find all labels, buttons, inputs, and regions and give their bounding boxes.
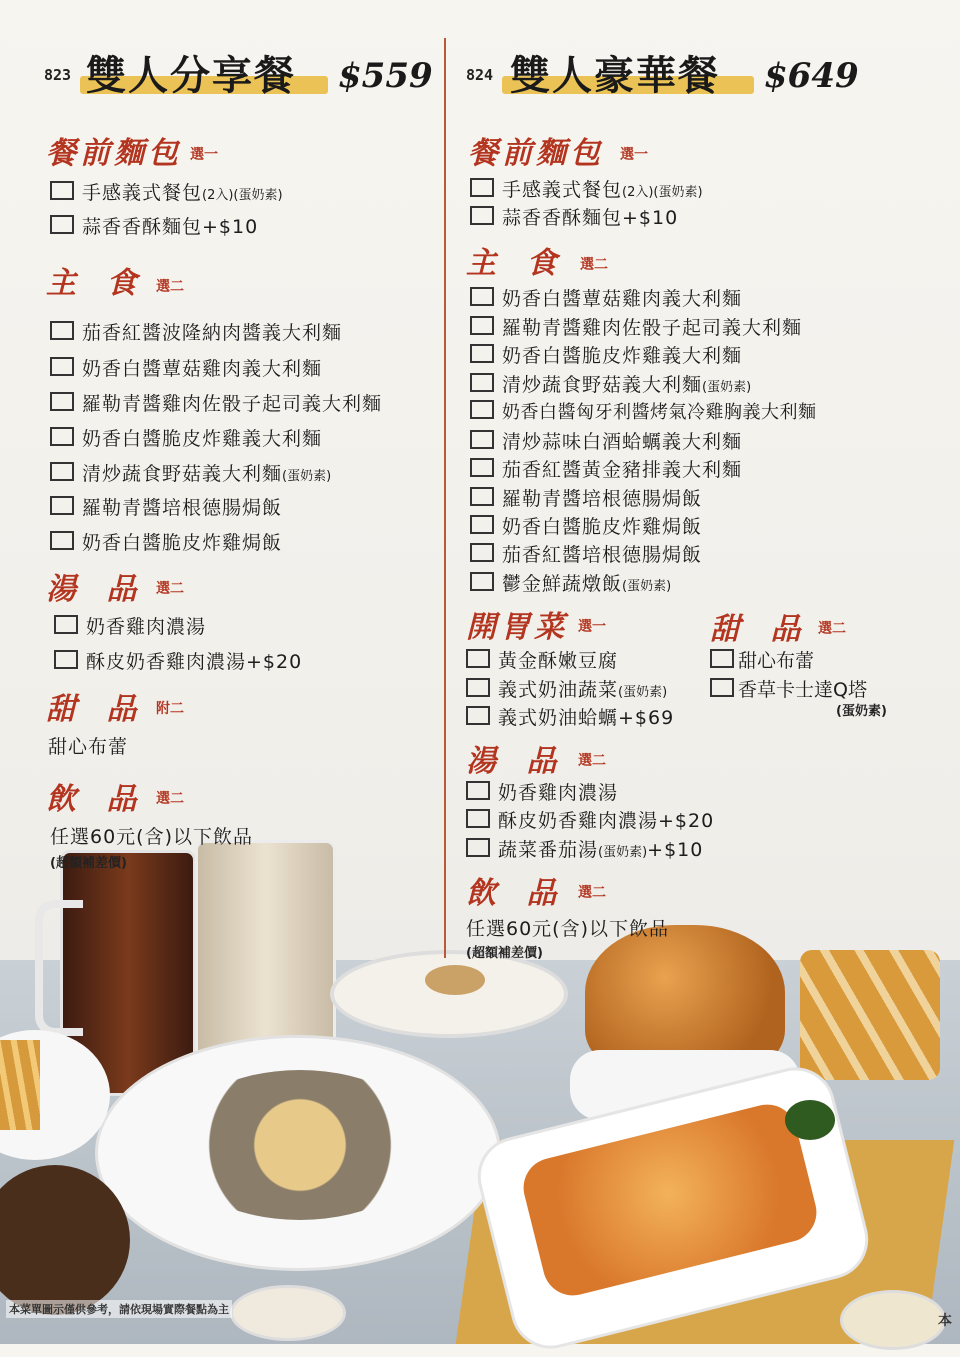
section-title-main: 主 食: [466, 246, 567, 281]
menu-option[interactable]: 甜心布蕾: [710, 646, 814, 673]
column-divider: [444, 38, 446, 958]
choose-label: 選一: [190, 147, 218, 163]
menu-option[interactable]: 蒜香香酥麵包+$10: [470, 203, 678, 230]
section-title-drink: 飲 品: [466, 876, 567, 911]
checkbox[interactable]: [470, 458, 494, 477]
menu-option[interactable]: 茄香紅醬黃金豬排義大利麵: [470, 455, 742, 482]
clam-pasta: [170, 1070, 430, 1220]
soup-topping: [425, 965, 485, 995]
checkbox[interactable]: [466, 678, 490, 697]
menu-option[interactable]: 清炒蔬食野菇義大利麵(蛋奶素): [50, 459, 331, 486]
menu-option[interactable]: 蔬菜番茄湯(蛋奶素)+$10: [466, 835, 703, 862]
menu-option[interactable]: 黃金酥嫩豆腐: [466, 646, 618, 673]
menu-option[interactable]: 奶香白醬脆皮炸雞焗飯: [50, 528, 282, 555]
section-title-bread: 餐前麵包: [468, 136, 604, 171]
choose-label: 選一: [620, 147, 648, 163]
checkbox[interactable]: [710, 649, 734, 668]
choose-label: 選二: [156, 581, 184, 597]
checkbox[interactable]: [466, 838, 490, 857]
set-title: 雙人豪華餐: [510, 52, 720, 99]
garlic-bread: [800, 950, 940, 1080]
section-title-dessert: 甜 品: [46, 692, 147, 727]
checkbox[interactable]: [470, 316, 494, 335]
checkbox[interactable]: [466, 706, 490, 725]
surcharge-note: (超額補差價): [466, 946, 543, 961]
menu-option[interactable]: 羅勒青醬培根德腸焗飯: [470, 484, 702, 511]
checkbox[interactable]: [470, 178, 494, 197]
dessert-included: 甜心布蕾: [48, 736, 129, 758]
menu-option[interactable]: 茄香紅醬波隆納肉醬義大利麵: [50, 318, 342, 345]
choose-label: 選一: [578, 619, 606, 635]
menu-option[interactable]: 奶香白醬脆皮炸雞義大利麵: [470, 341, 742, 368]
disclaimer: 本菜單圖示僅供參考，請依現場實際餐點為主: [6, 1300, 232, 1318]
choose-label: 選二: [578, 753, 606, 769]
menu-option[interactable]: 清炒蔬食野菇義大利麵(蛋奶素): [470, 370, 751, 397]
menu-option[interactable]: 手感義式餐包(2入)(蛋奶素): [50, 178, 283, 205]
checkbox[interactable]: [50, 357, 74, 376]
vegetarian-note: (蛋奶素): [836, 704, 887, 719]
choose-label: 選二: [156, 279, 184, 295]
menu-option[interactable]: 奶香雞肉濃湯: [54, 612, 206, 639]
checkbox[interactable]: [50, 427, 74, 446]
section-title-soup: 湯 品: [46, 572, 147, 607]
checkbox[interactable]: [50, 462, 74, 481]
menu-option[interactable]: 奶香白醬脆皮炸雞焗飯: [470, 512, 702, 539]
menu-option[interactable]: 酥皮奶香雞肉濃湯+$20: [466, 806, 714, 833]
menu-option[interactable]: 奶香白醬蕈菇雞肉義大利麵: [470, 284, 742, 311]
menu-option[interactable]: 奶香白醬蕈菇雞肉義大利麵: [50, 354, 322, 381]
choose-label: 選二: [578, 885, 606, 901]
checkbox[interactable]: [470, 430, 494, 449]
checkbox[interactable]: [50, 496, 74, 515]
menu-option[interactable]: 鬱金鮮蔬燉飯(蛋奶素): [470, 569, 671, 596]
checkbox[interactable]: [50, 321, 74, 340]
checkbox[interactable]: [50, 181, 74, 200]
broccoli: [785, 1100, 835, 1140]
salad-cup: [840, 1290, 946, 1350]
checkbox[interactable]: [710, 678, 734, 697]
menu-option[interactable]: 奶香白醬脆皮炸雞義大利麵: [50, 424, 322, 451]
glass-handle: [35, 900, 83, 1036]
checkbox[interactable]: [470, 287, 494, 306]
checkbox[interactable]: [54, 650, 78, 669]
menu-option[interactable]: 酥皮奶香雞肉濃湯+$20: [54, 647, 302, 674]
checkbox[interactable]: [470, 400, 494, 419]
section-title-dessert: 甜 品: [710, 612, 811, 647]
menu-option[interactable]: 羅勒青醬雞肉佐骰子起司義大利麵: [50, 389, 382, 416]
menu-option[interactable]: 手感義式餐包(2入)(蛋奶素): [470, 175, 703, 202]
section-title-main: 主 食: [46, 266, 147, 301]
checkbox[interactable]: [470, 487, 494, 506]
checkbox[interactable]: [470, 206, 494, 225]
choose-label: 選二: [580, 257, 608, 273]
sauce-cup: [230, 1285, 346, 1341]
menu-option[interactable]: 義式奶油蛤蠣+$69: [466, 703, 674, 730]
checkbox[interactable]: [466, 781, 490, 800]
menu-option[interactable]: 蒜香香酥麵包+$10: [50, 212, 258, 239]
choose-label: 選二: [818, 621, 846, 637]
checkbox[interactable]: [470, 515, 494, 534]
checkbox[interactable]: [466, 649, 490, 668]
drink-rule: 任選60元(含)以下飲品: [466, 918, 670, 940]
choose-label: 選二: [156, 791, 184, 807]
section-title-drink: 飲 品: [46, 782, 147, 817]
drink-rule: 任選60元(含)以下飲品: [50, 826, 254, 848]
checkbox[interactable]: [54, 615, 78, 634]
edge-text: 本: [938, 1313, 952, 1329]
section-title-bread: 餐前麵包: [46, 136, 182, 171]
menu-option[interactable]: 清炒蒜味白酒蛤蠣義大利麵: [470, 427, 742, 454]
section-title-appetizer: 開胃菜: [466, 610, 568, 645]
checkbox[interactable]: [470, 572, 494, 591]
checkbox[interactable]: [50, 531, 74, 550]
surcharge-note: (超額補差價): [50, 856, 127, 871]
checkbox[interactable]: [470, 373, 494, 392]
menu-option[interactable]: 羅勒青醬雞肉佐骰子起司義大利麵: [470, 313, 802, 340]
checkbox[interactable]: [50, 392, 74, 411]
menu-option[interactable]: 義式奶油蔬菜(蛋奶素): [466, 675, 667, 702]
checkbox[interactable]: [470, 543, 494, 562]
fries: [0, 1040, 40, 1130]
menu-option[interactable]: 香草卡士達Q塔: [710, 675, 867, 702]
choose-label: 附二: [156, 701, 184, 717]
checkbox[interactable]: [466, 809, 490, 828]
set-title: 雙人分享餐: [86, 52, 296, 99]
section-title-soup: 湯 品: [466, 744, 567, 779]
menu-option[interactable]: 茄香紅醬培根德腸焗飯: [470, 540, 702, 567]
checkbox[interactable]: [470, 344, 494, 363]
set-code: 824: [466, 66, 494, 84]
set-price: $649: [764, 56, 859, 96]
set-code: 823: [44, 66, 72, 84]
checkbox[interactable]: [50, 215, 74, 234]
menu-option[interactable]: 羅勒青醬培根德腸焗飯: [50, 493, 282, 520]
menu-option[interactable]: 奶香白醬匈牙利醬烤氣冷雞胸義大利麵: [470, 398, 817, 424]
set-price: $559: [338, 56, 433, 96]
menu-option[interactable]: 奶香雞肉濃湯: [466, 778, 618, 805]
